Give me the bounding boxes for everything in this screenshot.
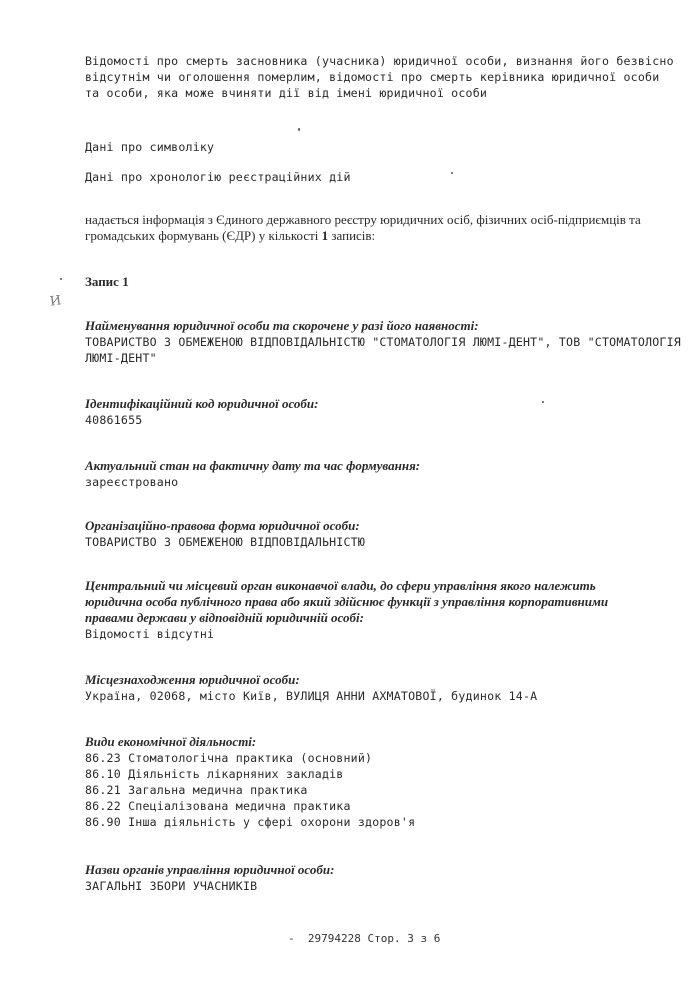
scan-speck bbox=[60, 278, 62, 280]
governance-value: ЗАГАЛЬНІ ЗБОРИ УЧАСНИКІВ bbox=[85, 879, 258, 893]
intro-item-death-info: Відомості про смерть засновника (учасника) юридичної особи, визнання його безвісно відсутнім чи оголошення померлим, відомості про смерть керівника юридичної особи та особи, яка може вчиняти дії від імені юридичної особи bbox=[85, 54, 681, 100]
footer-prefix: - bbox=[288, 932, 295, 945]
authority-value: Відомості відсутні bbox=[85, 627, 215, 641]
status-heading: Актуальний стан на фактичну дату та час формування: bbox=[85, 458, 421, 473]
activity-item: 86.23 Стоматологічна практика (основний) bbox=[85, 751, 373, 765]
footer-page-info: 29794228 Стор. 3 з 6 bbox=[307, 932, 441, 945]
legal-form-value: ТОВАРИСТВО З ОБМЕЖЕНОЮ ВІДПОВІДАЛЬНІСТЮ bbox=[85, 535, 366, 549]
scan-speck bbox=[298, 128, 300, 131]
authority-heading: Центральний чи місцевий орган виконавчої влади, до сфери управління якого належить юридична особа публічного права або який здійснює функції з управління корпоративними правами держави у відповідній юридичній особі: bbox=[85, 578, 609, 625]
provided-info-paragraph bbox=[85, 212, 680, 244]
activities-heading: Види економічної діяльності: bbox=[85, 734, 257, 749]
name-value: ТОВАРИСТВО З ОБМЕЖЕНОЮ ВІДПОВІДАЛЬНІСТЮ "СТОМАТОЛОГІЯ ЛЮМІ-ДЕНТ", ТОВ "СТОМАТОЛОГІЯ ЛЮМІ-ДЕНТ" bbox=[85, 335, 689, 365]
intro-item-symbols: Дані про символіку bbox=[85, 140, 215, 154]
provided-text-before: надається інформація з Єдиного державного реєстру юридичних осіб, фізичних осіб-підприємців та громадських формувань (ЄДР) у кількості bbox=[85, 212, 641, 243]
governance-heading: Назви органів управління юридичної особи: bbox=[85, 862, 335, 877]
code-value: 40861655 bbox=[85, 413, 143, 427]
provided-text-after: записів: bbox=[328, 228, 376, 243]
scan-speck bbox=[451, 172, 453, 174]
scan-speck bbox=[542, 401, 544, 403]
activity-item: 86.10 Діяльність лікарняних закладів bbox=[85, 767, 344, 781]
provided-count: 1 bbox=[321, 228, 329, 243]
margin-mark: И bbox=[49, 293, 63, 310]
activity-item: 86.22 Спеціалізована медична практика bbox=[85, 799, 351, 813]
location-heading: Місцезнаходження юридичної особи: bbox=[85, 672, 300, 687]
legal-form-heading: Організаційно-правова форма юридичної особи: bbox=[85, 518, 360, 533]
intro-item-chronology: Дані про хронологію реєстраційних дій bbox=[85, 170, 351, 184]
record-title: Запис 1 bbox=[85, 274, 129, 289]
location-value: Україна, 02068, місто Київ, ВУЛИЦЯ АННИ АХМАТОВОЇ, будинок 14-А bbox=[85, 689, 538, 703]
status-value: зареєстровано bbox=[85, 475, 179, 489]
code-heading: Ідентифікаційний код юридичної особи: bbox=[85, 396, 319, 411]
activity-item: 86.90 Інша діяльність у сфері охорони здоров'я bbox=[85, 815, 416, 829]
activity-item: 86.21 Загальна медична практика bbox=[85, 783, 308, 797]
name-heading: Найменування юридичної особи та скорочене у разі його наявності: bbox=[85, 318, 479, 333]
page-footer bbox=[288, 932, 440, 945]
